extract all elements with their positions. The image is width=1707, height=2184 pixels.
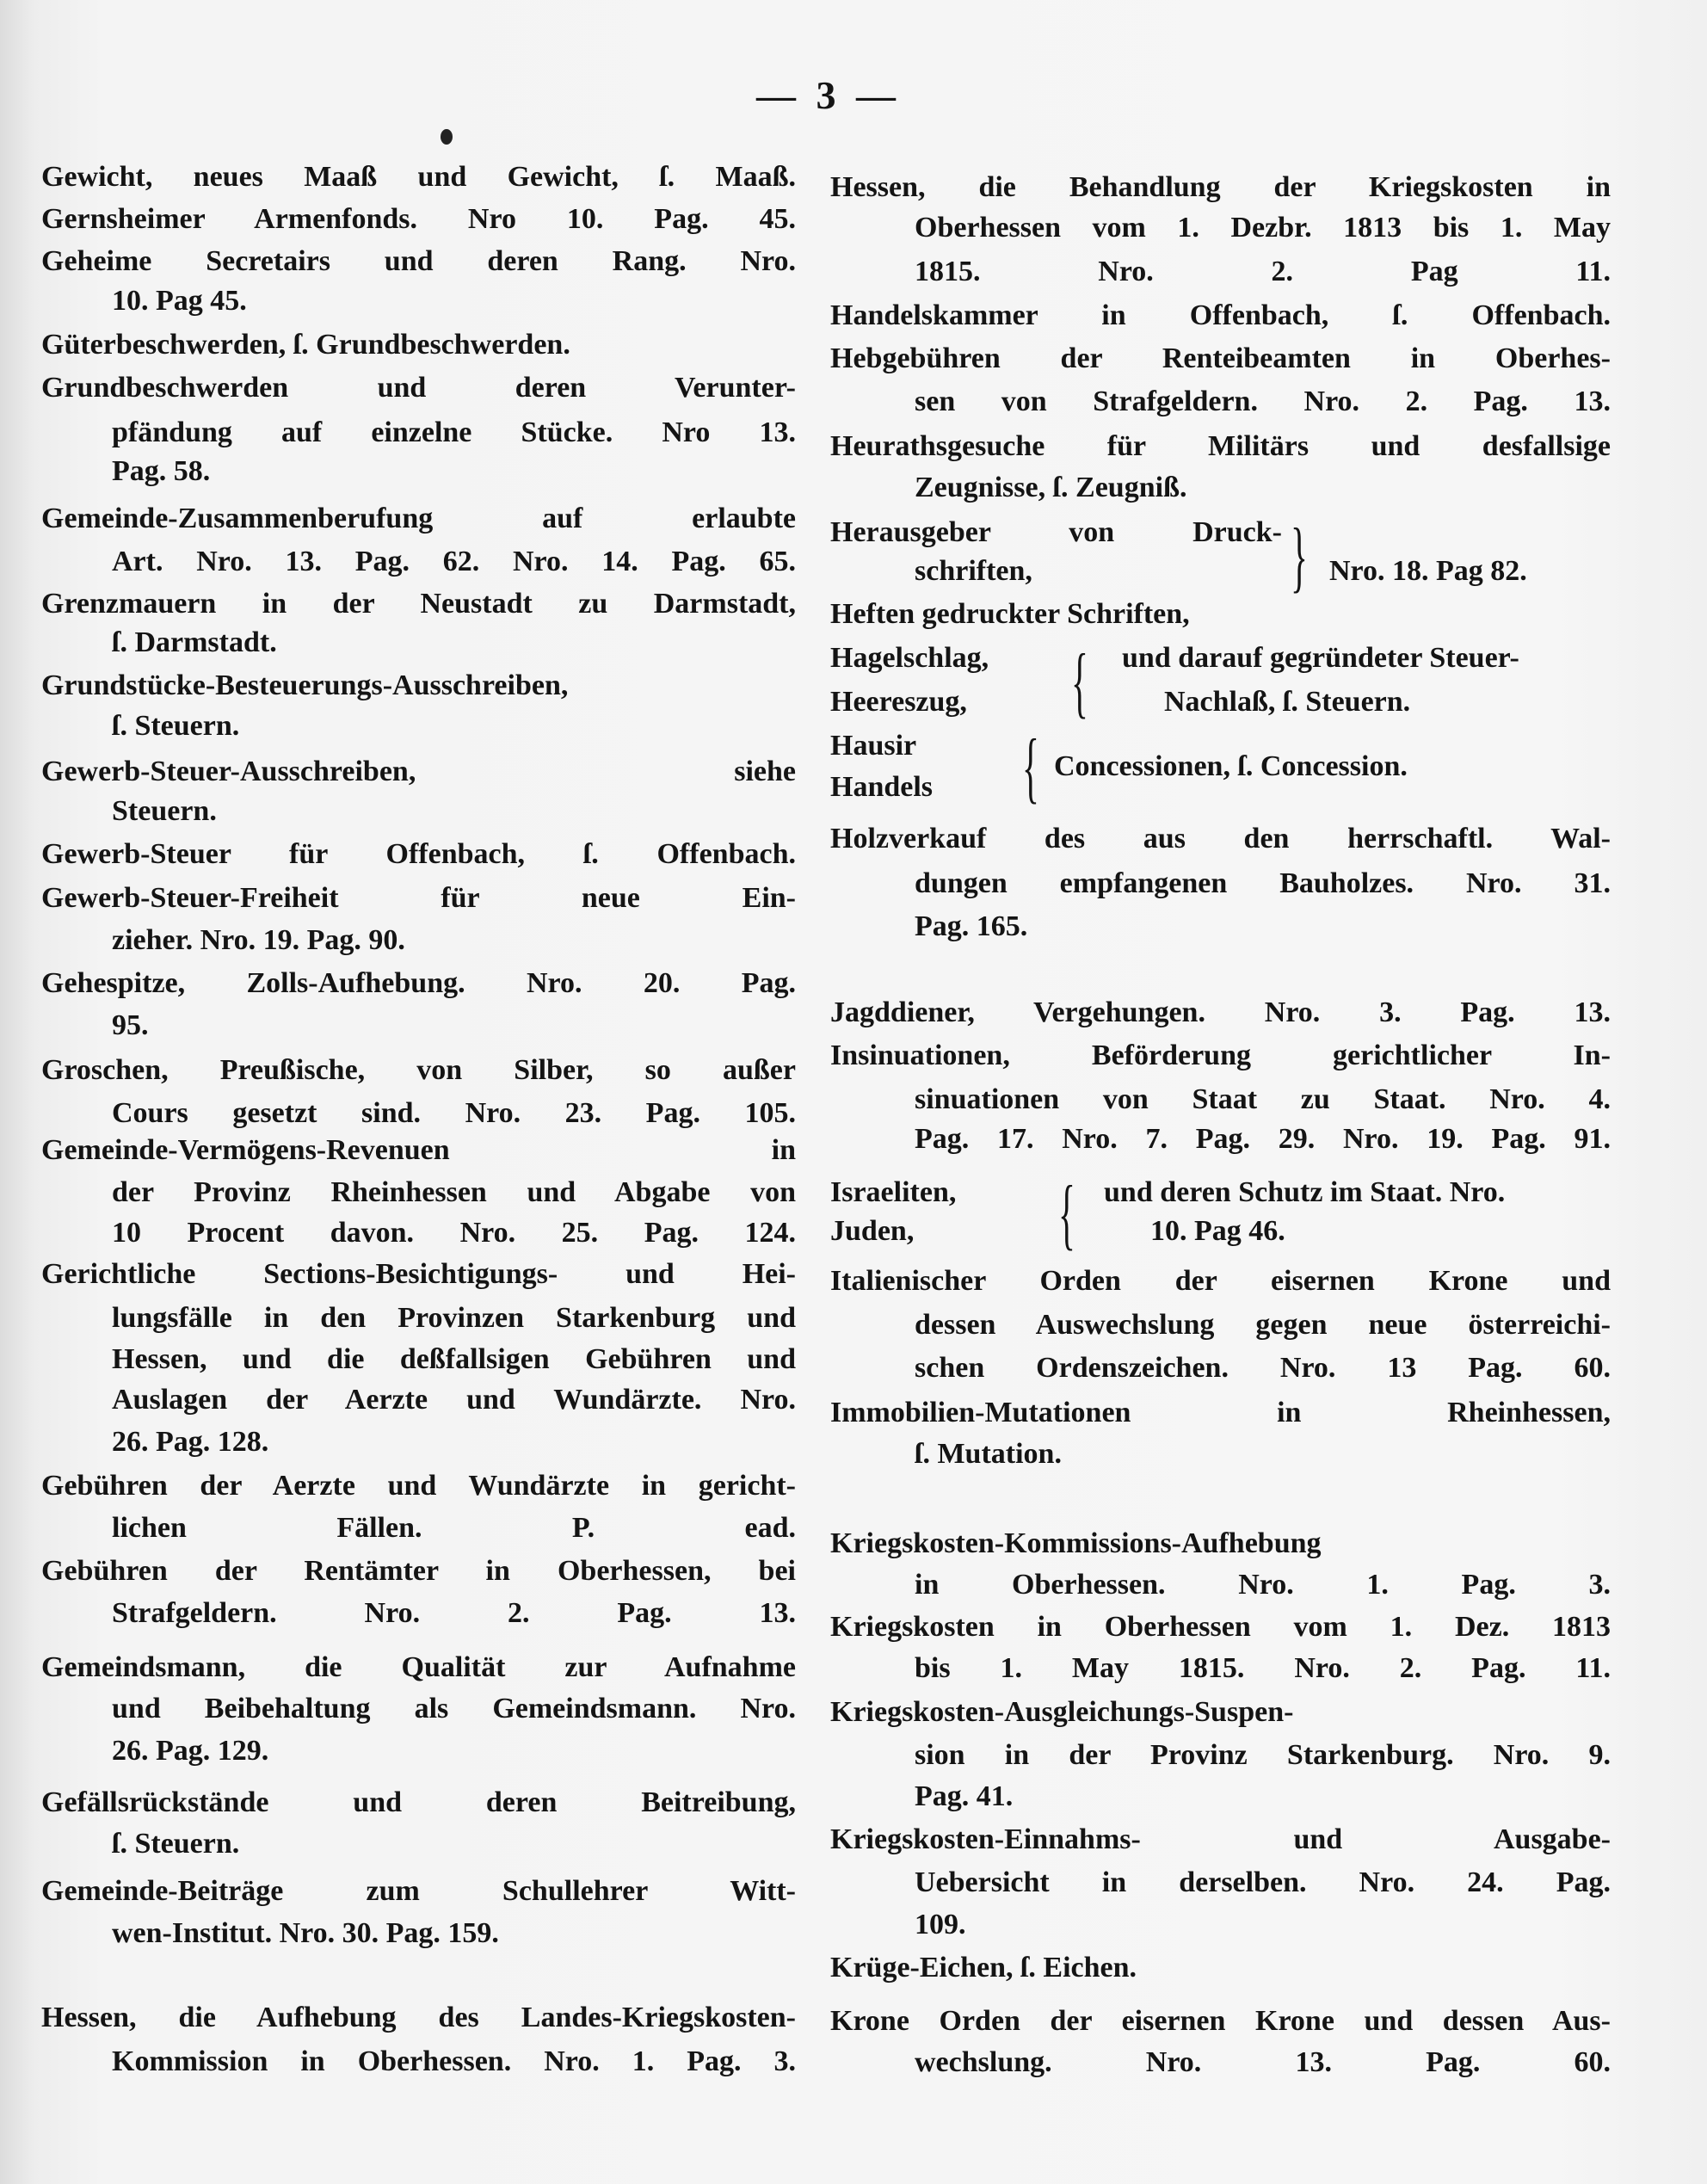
index-entry-line: Pag. 165. bbox=[915, 910, 1028, 942]
index-entry-line: Oberhessen vom 1. Dezbr. 1813 bis 1. May bbox=[915, 212, 1611, 244]
index-entry-line: 26. Pag. 128. bbox=[112, 1426, 269, 1458]
index-entry-line: Gemeinde-Vermögens-Revenuen in bbox=[41, 1134, 796, 1166]
index-entry-line: Grenzmauern in der Neustadt zu Darmstadt, bbox=[41, 588, 796, 620]
index-entry-line: lungsfälle in den Provinzen Starkenburg und bbox=[112, 1302, 796, 1334]
index-entry-line: 1815. Nro. 2. Pag 11. bbox=[915, 256, 1611, 287]
index-entry-line: Heurathsgesuche für Militärs und desfallsige bbox=[830, 430, 1611, 462]
index-entry-line: Gerichtliche Sections-Besichtigungs- und Hei- bbox=[41, 1258, 796, 1290]
index-entry-line: Handelskammer in Offenbach, ſ. Offenbach. bbox=[830, 299, 1611, 331]
index-entry-line: Gebühren der Rentämter in Oberhessen, bei bbox=[41, 1555, 796, 1587]
index-entry-line: Gewerb-Steuer-Freiheit für neue Ein- bbox=[41, 882, 796, 914]
index-entry-line: dessen Auswechslung gegen neue österreichi- bbox=[915, 1309, 1611, 1341]
index-entry-line: Geheime Secretairs und deren Rang. Nro. bbox=[41, 245, 796, 277]
index-entry-line: 109. bbox=[915, 1909, 966, 1940]
index-entry-line: der Provinz Rheinhessen und Abgabe von bbox=[112, 1176, 796, 1208]
index-entry-line: Heften gedruckter Schriften, bbox=[830, 598, 1190, 630]
index-entry-line: 10. Pag 45. bbox=[112, 285, 247, 317]
index-entry-line: Groschen, Preußische, von Silber, so außer bbox=[41, 1054, 796, 1086]
index-entry-line: Hebgebühren der Renteibeamten in Oberhes- bbox=[830, 342, 1611, 374]
index-entry-line: Güterbeschwerden, ſ. Grundbeschwerden. bbox=[41, 329, 570, 361]
index-entry-line: Gebühren der Aerzte und Wundärzte in gericht- bbox=[41, 1470, 796, 1502]
index-entry-line: Gemeindsmann, die Qualität zur Aufnahme bbox=[41, 1651, 796, 1683]
index-entry-line: Concessionen, ſ. Concession. bbox=[1054, 750, 1408, 782]
index-entry-line: Kriegskosten-Kommissions-Aufhebung bbox=[830, 1527, 1322, 1559]
index-entry-line: Grundbeschwerden und deren Verunter- bbox=[41, 372, 796, 404]
index-entry-line: sion in der Provinz Starkenburg. Nro. 9. bbox=[915, 1739, 1611, 1771]
index-entry-line: pfändung auf einzelne Stücke. Nro 13. bbox=[112, 416, 796, 448]
index-entry-line: Art. Nro. 13. Pag. 62. Nro. 14. Pag. 65. bbox=[112, 546, 796, 577]
index-entry-line: Hessen, die Behandlung der Kriegskosten in bbox=[830, 171, 1611, 203]
index-entry-line: und Beibehaltung als Gemeindsmann. Nro. bbox=[112, 1693, 796, 1724]
index-entry-line: Herausgeber von Druck- bbox=[830, 516, 1282, 548]
index-entry-line: dungen empfangenen Bauholzes. Nro. 31. bbox=[915, 867, 1611, 899]
index-entry-line: bis 1. May 1815. Nro. 2. Pag. 11. bbox=[915, 1652, 1611, 1684]
index-entry-line: Krone Orden der eisernen Krone und dessen Aus- bbox=[830, 2005, 1611, 2037]
index-entry-line: Gewicht, neues Maaß und Gewicht, ſ. Maaß. bbox=[41, 161, 796, 193]
index-entry-line: Grundstücke-Besteuerungs-Ausschreiben, bbox=[41, 669, 569, 701]
index-entry-line: 26. Pag. 129. bbox=[112, 1735, 269, 1767]
index-entry-line: Kriegskosten in Oberhessen vom 1. Dez. 1813 bbox=[830, 1611, 1611, 1643]
index-entry-line: sen von Strafgeldern. Nro. 2. Pag. 13. bbox=[915, 386, 1611, 417]
index-entry-line: 10. Pag 46. bbox=[1150, 1215, 1285, 1247]
index-entry-line: Italienischer Orden der eisernen Krone und bbox=[830, 1265, 1611, 1297]
index-entry-line: sinuationen von Staat zu Staat. Nro. 4. bbox=[915, 1083, 1611, 1115]
index-entry-line: Hessen, die Aufhebung des Landes-Kriegskosten- bbox=[41, 2002, 796, 2033]
index-entry-line: Immobilien-Mutationen in Rheinhessen, bbox=[830, 1397, 1611, 1428]
index-entry-line: Nro. 18. Pag 82. bbox=[1329, 555, 1527, 587]
index-entry-line: Cours gesetzt sind. Nro. 23. Pag. 105. bbox=[112, 1097, 796, 1129]
index-entry-line: Steuern. bbox=[112, 795, 217, 827]
index-entry-line: Strafgeldern. Nro. 2. Pag. 13. bbox=[112, 1597, 796, 1629]
left-brace: { bbox=[1058, 1169, 1075, 1257]
index-entry-line: schen Ordenszeichen. Nro. 13 Pag. 60. bbox=[915, 1352, 1611, 1384]
index-entry-line: Krüge-Eichen, ſ. Eichen. bbox=[830, 1952, 1137, 1983]
index-entry-line: 95. bbox=[112, 1009, 149, 1041]
index-entry-line: in Oberhessen. Nro. 1. Pag. 3. bbox=[915, 1569, 1611, 1601]
index-entry-line: Zeugnisse, ſ. Zeugniß. bbox=[915, 472, 1187, 503]
index-entry-line: Holzverkauf des aus den herrschaftl. Wal- bbox=[830, 823, 1611, 854]
index-entry-line: Gernsheimer Armenfonds. Nro 10. Pag. 45. bbox=[41, 203, 796, 235]
left-brace: { bbox=[1022, 723, 1039, 811]
index-entry-line: Gewerb-Steuer für Offenbach, ſ. Offenbach. bbox=[41, 838, 796, 870]
index-entry-line: ſ. Mutation. bbox=[915, 1438, 1062, 1470]
index-entry-line: und deren Schutz im Staat. Nro. bbox=[1104, 1176, 1506, 1208]
index-entry-line: Gefällsrückstände und deren Beitreibung, bbox=[41, 1786, 796, 1818]
index-entry-line: Jagddiener, Vergehungen. Nro. 3. Pag. 13. bbox=[830, 996, 1611, 1028]
index-entry-line: Pag. 41. bbox=[915, 1780, 1014, 1812]
index-entry-line: Gemeinde-Beiträge zum Schullehrer Witt- bbox=[41, 1875, 796, 1907]
index-entry-line: Gehespitze, Zolls-Aufhebung. Nro. 20. Pag. bbox=[41, 967, 796, 999]
left-brace: { bbox=[1071, 638, 1088, 725]
page-number-header: — 3 — bbox=[756, 73, 901, 117]
index-entry-line: Kriegskosten-Ausgleichungs-Suspen- bbox=[830, 1696, 1294, 1728]
index-entry-line: Hagelschlag, bbox=[830, 642, 989, 674]
index-entry-line: Hausir bbox=[830, 730, 917, 762]
index-entry-line: 10 Procent davon. Nro. 25. Pag. 124. bbox=[112, 1217, 796, 1249]
index-entry-line: Hessen, und die deßfallsigen Gebühren und bbox=[112, 1343, 796, 1375]
index-entry-line: zieher. Nro. 19. Pag. 90. bbox=[112, 924, 405, 956]
index-entry-line: ſ. Darmstadt. bbox=[112, 626, 277, 658]
index-entry-line: Pag. 17. Nro. 7. Pag. 29. Nro. 19. Pag. 91. bbox=[915, 1123, 1611, 1155]
index-entry-line: wen-Institut. Nro. 30. Pag. 159. bbox=[112, 1917, 499, 1949]
index-entry-line: lichen Fällen. P. ead. bbox=[112, 1512, 796, 1544]
index-entry-line: Kriegskosten-Einnahms- und Ausgabe- bbox=[830, 1823, 1611, 1855]
index-entry-line: Israeliten, bbox=[830, 1176, 957, 1208]
index-entry-line: wechslung. Nro. 13. Pag. 60. bbox=[915, 2046, 1611, 2078]
index-entry-line: Heereszug, bbox=[830, 686, 967, 718]
index-entry-line: Kommission in Oberhessen. Nro. 1. Pag. 3. bbox=[112, 2045, 796, 2077]
right-brace: } bbox=[1291, 512, 1308, 600]
index-entry-line: Auslagen der Aerzte und Wundärzte. Nro. bbox=[112, 1384, 796, 1416]
index-entry-line: schriften, bbox=[915, 555, 1032, 587]
index-entry-line: Pag. 58. bbox=[112, 455, 211, 487]
index-entry-line: und darauf gegründeter Steuer- bbox=[1122, 642, 1519, 674]
index-entry-line: Insinuationen, Beförderung gerichtlicher In- bbox=[830, 1040, 1611, 1071]
ink-blot bbox=[441, 129, 453, 145]
index-entry-line: ſ. Steuern. bbox=[112, 1828, 240, 1860]
index-entry-line: Nachlaß, ſ. Steuern. bbox=[1164, 686, 1411, 718]
index-entry-line: Gewerb-Steuer-Ausschreiben, siehe bbox=[41, 756, 796, 787]
index-entry-line: Uebersicht in derselben. Nro. 24. Pag. bbox=[915, 1866, 1611, 1898]
index-entry-line: ſ. Steuern. bbox=[112, 710, 240, 742]
index-entry-line: Juden, bbox=[830, 1215, 915, 1247]
index-entry-line: Gemeinde-Zusammenberufung auf erlaubte bbox=[41, 503, 796, 534]
index-entry-line: Handels bbox=[830, 771, 934, 803]
